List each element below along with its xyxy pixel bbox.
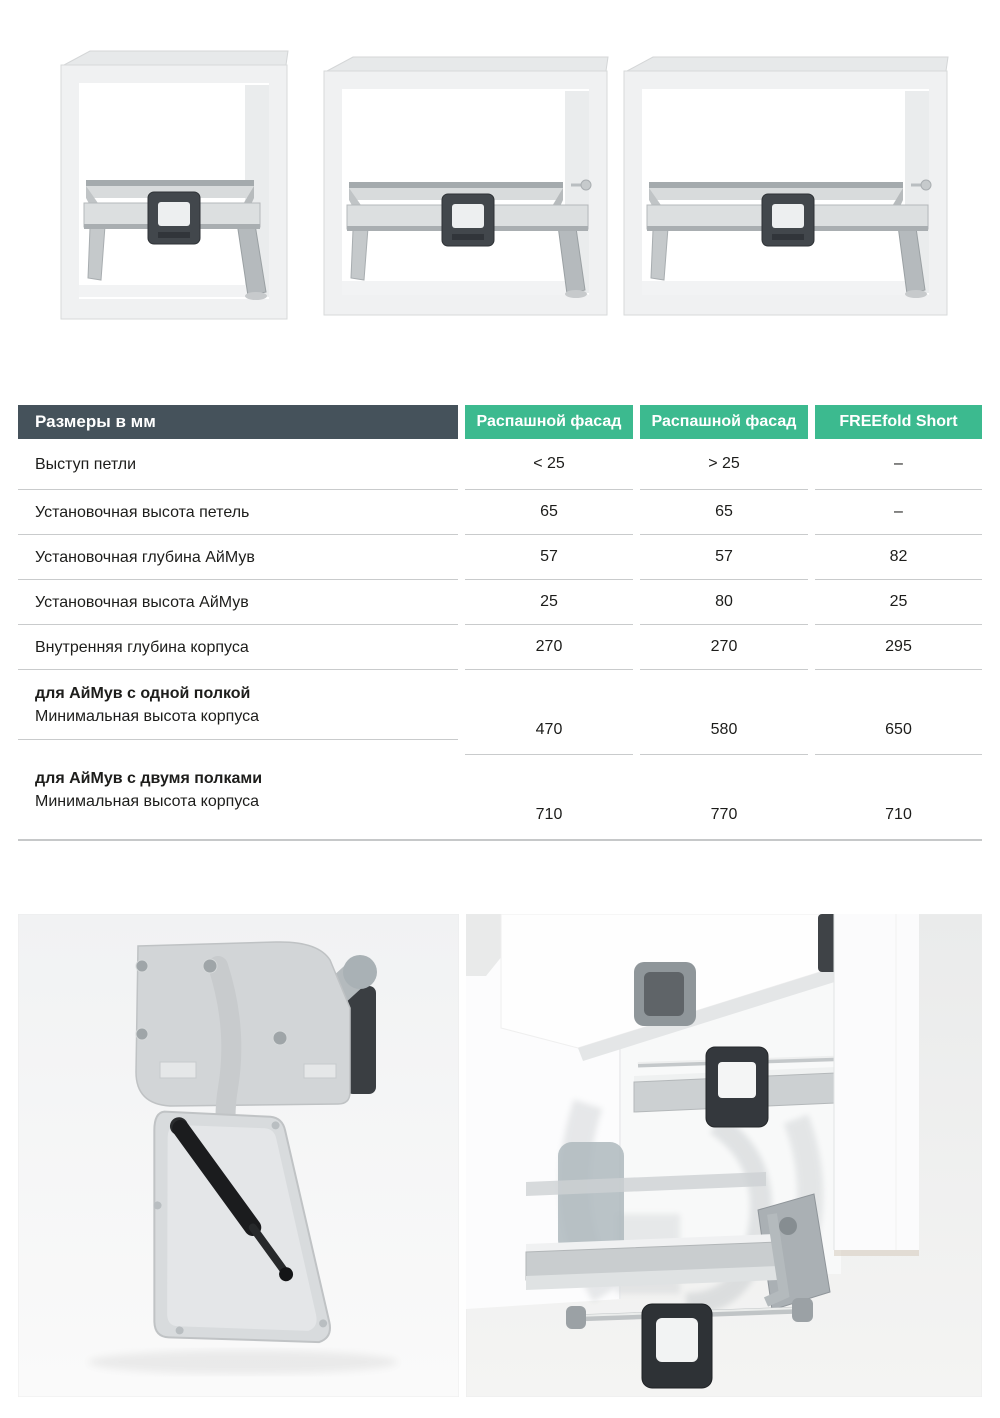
row-value: 650 [815,670,982,755]
row-label: Минимальная высота корпуса [35,707,260,725]
column-header-2: Распашной фасад [640,405,808,439]
cabinet-render-wide [623,54,950,316]
row-value: 82 [815,535,982,580]
cabinet-render-narrow [60,48,290,320]
row-group-label: для АйМув с одной полкой [35,684,251,702]
row-value: – [815,490,982,535]
table-row [18,625,982,670]
row-label: Внутренняя глубина корпуса [35,638,249,656]
cabinet-render-square-image [323,54,610,316]
cabinet-open-photo-image [466,914,982,1397]
table-row [18,535,982,580]
row-value: – [815,439,982,490]
cabinet-render-square [323,54,610,316]
table-header-row [18,405,982,439]
dimensions-table [18,405,982,841]
row-value: 770 [710,806,738,823]
mechanism-side-photo [18,914,459,1397]
row-value: 57 [640,535,808,580]
row-value: < 25 [465,439,633,490]
row-label: Установочная высота АйМув [35,593,249,611]
row-value: 710 [885,806,912,823]
row-value: 65 [465,490,633,535]
row-group-label: для АйМув с двумя полками [35,769,263,787]
cabinet-open-photo [466,914,982,1397]
row-label: Установочная высота петель [35,503,250,521]
row-value: 80 [640,580,808,625]
row-value: 710 [535,806,563,823]
table-row [18,755,982,839]
cabinet-render-narrow-image [60,48,290,320]
row-value: 25 [465,580,633,625]
row-value: 57 [465,535,633,580]
row-value: 25 [815,580,982,625]
row-value: > 25 [640,439,808,490]
row-label: Выступ петли [35,455,137,473]
cabinet-render-wide-image [623,54,950,316]
row-label: Установочная глубина АйМув [35,548,255,566]
row-label: Минимальная высота корпуса [35,792,260,810]
table-bottom-rule [18,839,982,841]
table-row [18,670,982,755]
table-row [18,580,982,625]
row-value: 295 [815,625,982,670]
row-value: 470 [465,670,633,755]
table-row [18,490,982,535]
mechanism-side-photo-image [18,914,459,1397]
row-value: 580 [640,670,808,755]
column-header-1: Распашной фасад [465,405,633,439]
row-value: 65 [640,490,808,535]
table-row [18,439,982,490]
table-title: Размеры в мм [18,405,458,439]
row-value: 270 [465,625,633,670]
row-value: 270 [640,625,808,670]
column-header-3: FREEfold Short [815,405,982,439]
